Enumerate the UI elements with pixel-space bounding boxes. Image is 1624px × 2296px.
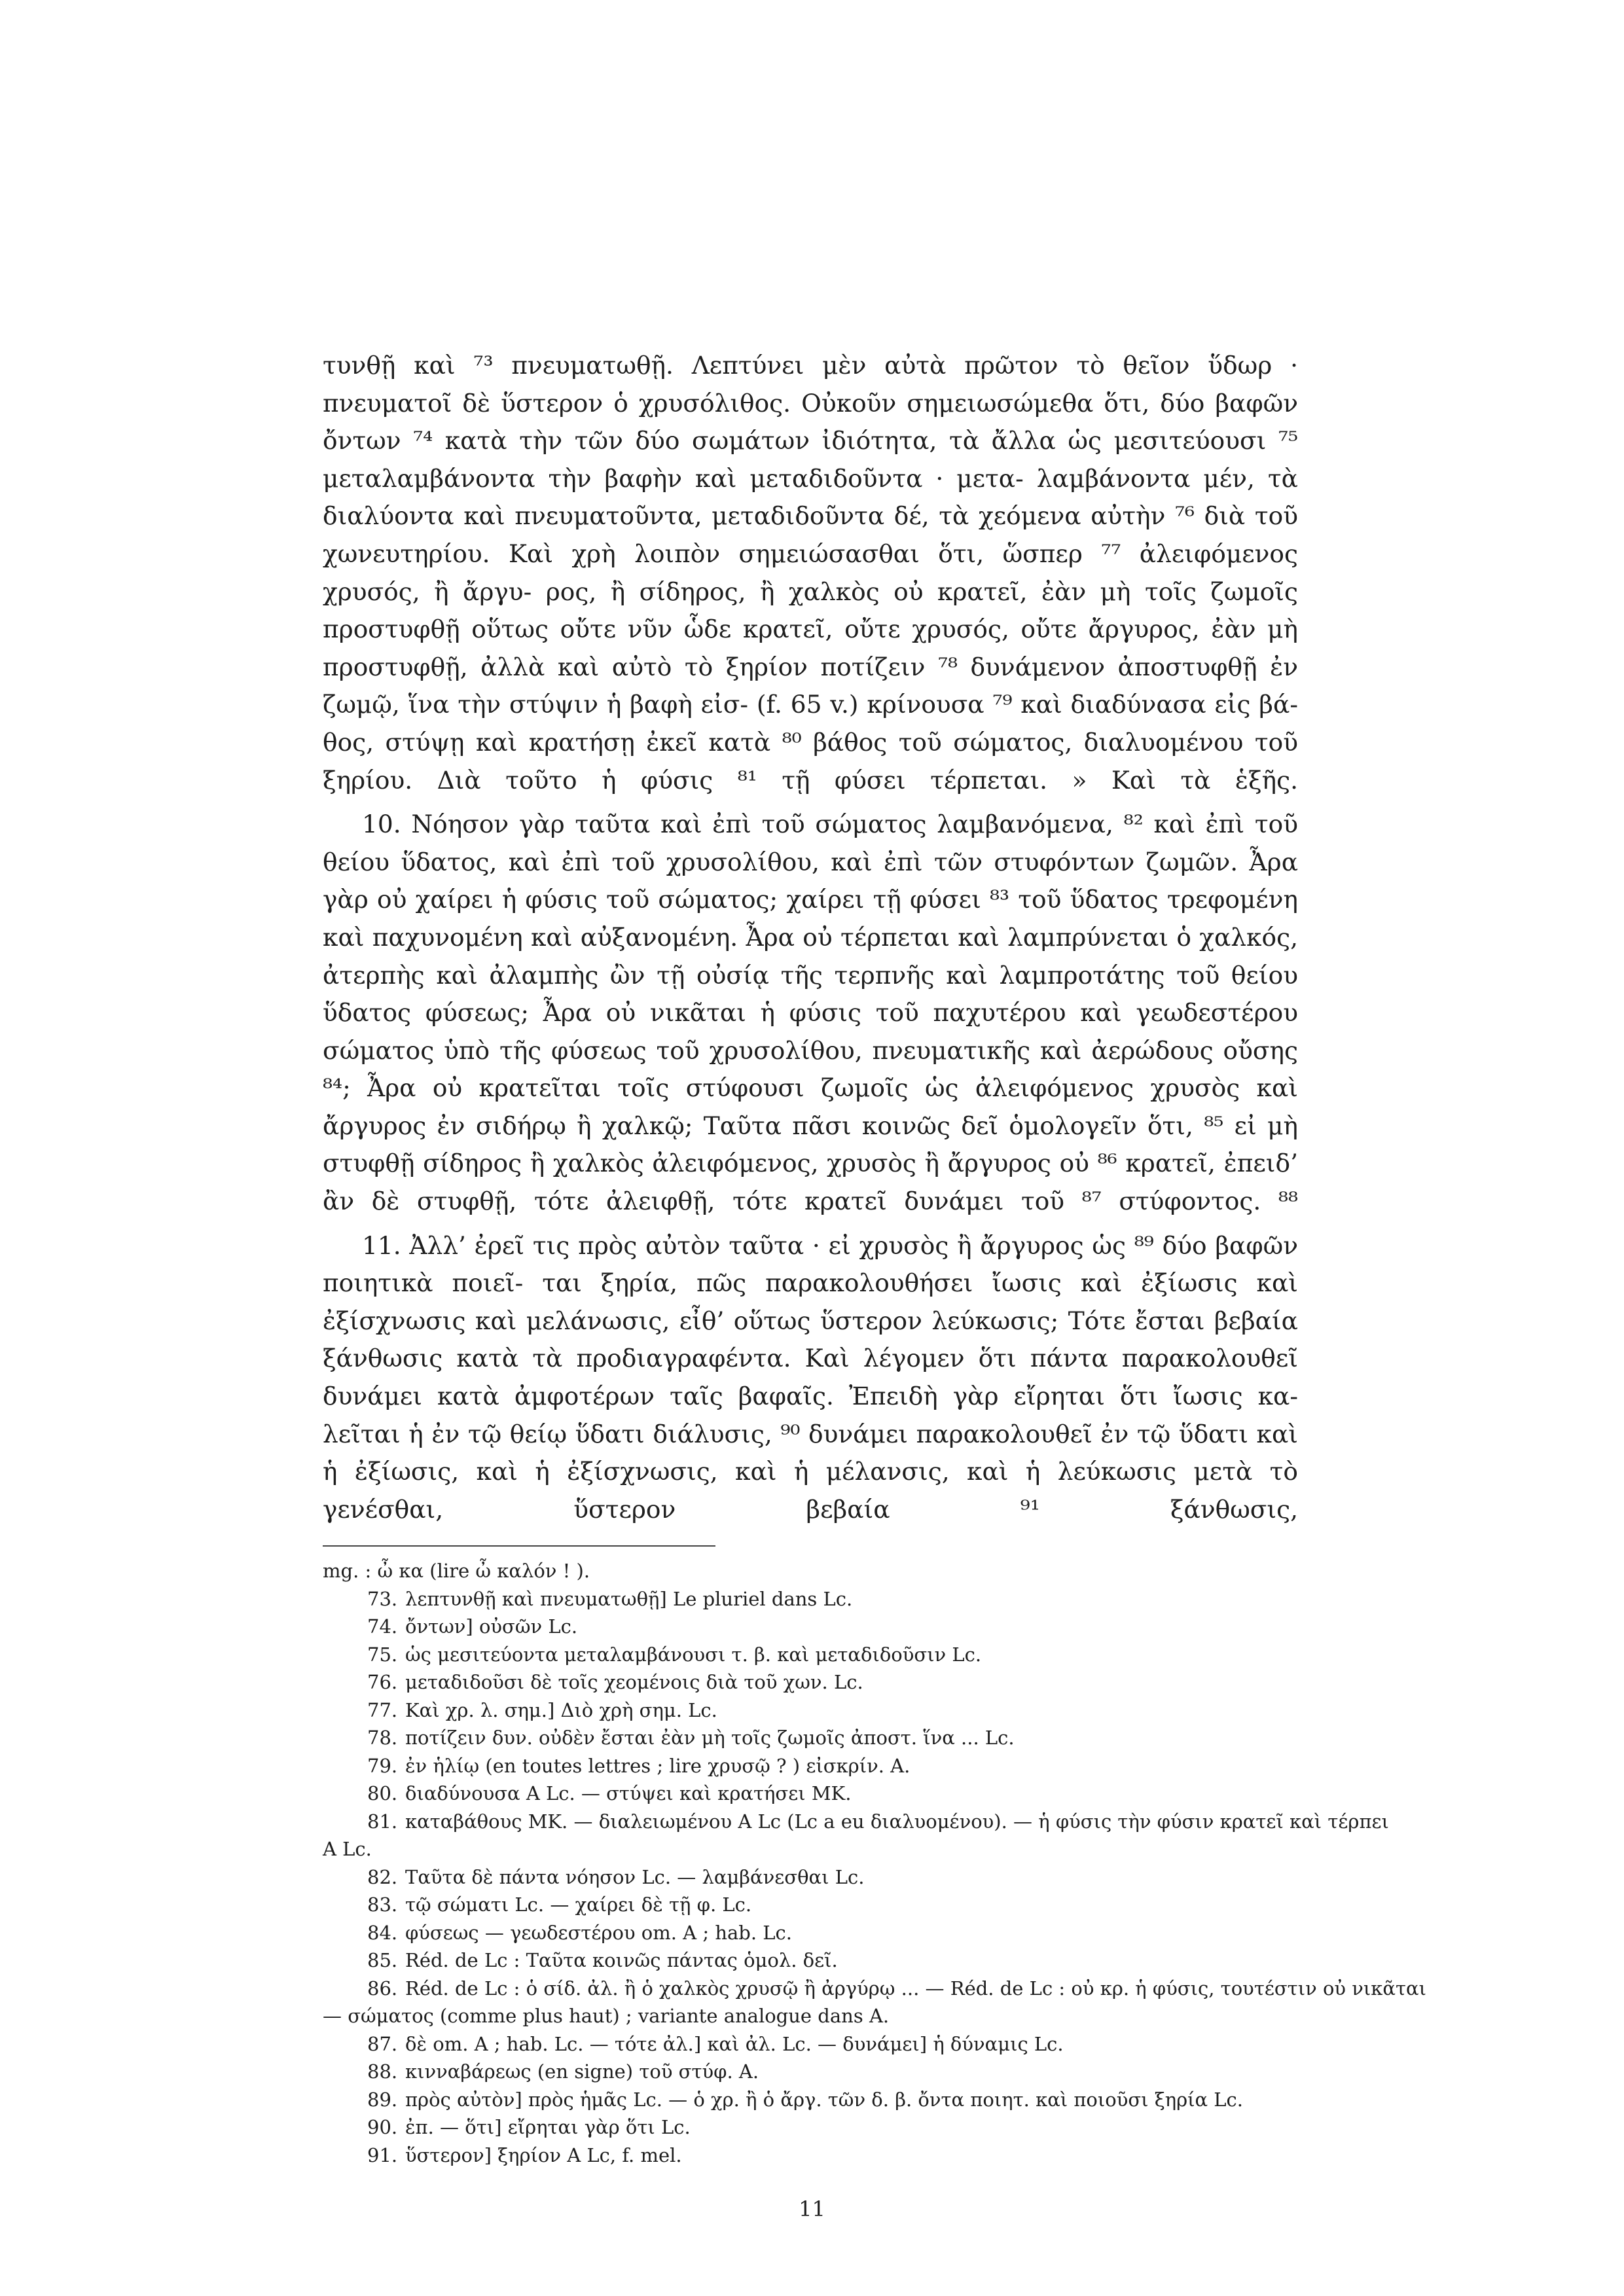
text-line: κρατεῖ, ἐπειδ’ ἂν δὲ στυφθῇ, τότε ἀλειφθῇ, τότε κρατεῖ δυνάμει τοῦ ⁸⁷ στύφοντος. ⁸⁸ — [323, 1149, 1299, 1216]
footnote-text: φύσεως — γεωδεστέρου om. A ; hab. Lc. — [405, 1921, 793, 1944]
footnote — [323, 1891, 1298, 1919]
footnotes — [323, 1557, 1426, 2169]
footnote-number: 79. — [367, 1754, 398, 1777]
footnote-number: 78. — [367, 1727, 398, 1749]
text-line: ἰδιότητα, τὰ ἄλλα ὡς μεσιτεύουσι ⁷⁵ μεταλαμβάνοντα τὴν βαφὴν καὶ μεταδιδοῦντα · μετα- — [323, 426, 1298, 493]
margin-note: mg. : ὦ κα (lire ὦ καλόν ! ). — [323, 1560, 590, 1583]
footnote — [323, 2142, 1298, 2170]
text-line: ὁ χρυσόλιθος. Οὐκοῦν σημειωσώμεθα ὅτι, δύο βαφῶν ὄντων ⁷⁴ κατὰ τὴν τῶν δύο σωμάτων — [323, 388, 1298, 456]
footnote-text: Réd. de Lc : ὁ σίδ. ἀλ. ἢ ὁ χαλκὸς χρυσῷ ἢ ἀργύρῳ ... — Réd. de Lc : οὐ κρ. ἡ φύσις, τουτέστιν οὐ νικᾶται — [405, 1977, 1426, 2000]
text-line: λαμβάνοντα μέν, τὰ διαλύοντα καὶ πνευματοῦντα, μεταδιδοῦντα δέ, τὰ χεόμενα αὐτὴν ⁷⁶ διὰ — [323, 463, 1298, 531]
footnote-text: ὡς μεσιτεύοντα μεταλαμβάνουσι τ. β. καὶ μεταδιδοῦσιν Lc. — [405, 1643, 982, 1666]
footnote-continuation: A Lc. — [323, 1838, 372, 1861]
page-content — [323, 347, 1426, 2169]
text-line: ἡ ἐξίσχνωσις, καὶ ἡ μέλανσις, καὶ ἡ λεύκωσις μετὰ τὸ γενέσθαι, ὕστερον βεβαία ⁹¹ ξάνθωσις, — [323, 1457, 1298, 1524]
paragraph — [323, 347, 1298, 799]
footnote-separator — [323, 1545, 715, 1547]
footnote-number: 82. — [367, 1865, 398, 1888]
footnote-number: 74. — [367, 1615, 398, 1638]
text-line: τυνθῇ καὶ ⁷³ πνευματωθῇ. Λεπτύνει μὲν αὐτὰ πρῶτον τὸ θεῖον ὕδωρ · πνευματοῖ δὲ ὕστερον — [323, 351, 1298, 418]
text-line: ρος, ἢ σίδηρος, ἢ χαλκὸς οὐ κρατεῖ, ἐὰν μὴ τοῖς ζωμοῖς προστυφθῇ οὕτως οὔτε νῦν ὧδε κρατεῖ, — [323, 577, 1298, 644]
footnote — [323, 1752, 1298, 1780]
footnote-number: 89. — [367, 2088, 398, 2111]
footnote — [323, 1668, 1298, 1696]
text-line: δεῖ ὁμολογεῖν ὅτι, ⁸⁵ εἰ μὴ στυφθῇ σίδηρος ἢ χαλκὸς ἀλειφόμενος, χρυσὸς ἢ ἄργυρος οὐ ⁸⁶ — [323, 1111, 1299, 1178]
footnote-text: δὲ om. A ; hab. Lc. — τότε ἀλ.] καὶ ἀλ. Lc. — δυνάμει] ἡ δύναμις Lc. — [405, 2032, 1064, 2055]
footnote — [323, 1724, 1298, 1752]
footnote-number: 73. — [367, 1587, 398, 1610]
footnote-number: 88. — [367, 2060, 398, 2083]
paragraph — [323, 1227, 1298, 1529]
footnote-number: 90. — [367, 2116, 398, 2139]
text-line: ται ξηρία, πῶς παρακολουθήσει ἴωσις καὶ ἐξίωσις καὶ ἐξίσχνωσις καὶ μελάνωσις, εἶθ’ οὕτως — [323, 1268, 1298, 1335]
text-line: τοῦ θείου ὕδατος φύσεως; Ἆρα οὐ νικᾶται ἡ φύσις τοῦ παχυτέρου καὶ γεωδεστέρου σώματος — [323, 960, 1299, 1065]
paragraph — [323, 806, 1298, 1221]
page-number: 11 — [799, 2197, 825, 2221]
text-line: ὕστερον λεύκωσις; Τότε ἔσται βεβαία ξάνθωσις κατὰ τὰ προδιαγραφέντα. Καὶ λέγομεν ὅτι — [323, 1306, 1298, 1373]
footnote — [323, 1946, 1298, 1975]
footnote-continuation: — σώματος (comme plus haut) ; variante analogue dans A. — [323, 2005, 890, 2028]
footnote — [323, 1780, 1298, 1808]
footnote-text: ὕστερον] ξηρίον A Lc, f. mel. — [405, 2144, 682, 2166]
footnote-number: 87. — [367, 2032, 398, 2055]
footnote — [323, 2086, 1298, 2114]
footnote-text: μεταδιδοῦσι δὲ τοῖς χεομένοις διὰ τοῦ χων. Lc. — [405, 1671, 863, 1694]
footnote-number: 80. — [367, 1782, 398, 1805]
footnote-number: 84. — [367, 1921, 398, 1944]
text-line: στύφουσι ζωμοῖς ὡς ἀλειφόμενος χρυσὸς καὶ ἄργυρος ἐν σιδήρῳ ἢ χαλκῷ; Ταῦτα πᾶσι κοινῶς — [323, 1073, 1298, 1140]
text-line: ἀποστυφθῇ ἐν ζωμῷ, ἵνα τὴν στύψιν ἡ βαφὴ εἰσ- (f. 65 v.) κρίνουσα ⁷⁹ καὶ διαδύνασα εἰς βά- — [323, 652, 1299, 719]
footnote — [323, 1585, 1298, 1613]
footnote — [323, 1696, 1298, 1725]
footnote-text: ἐπ. — ὅτι] εἴρηται γὰρ ὅτι Lc. — [405, 2116, 691, 2139]
footnote-text: διαδύνουσα A Lc. — στύψει καὶ κρατήσει MK. — [405, 1782, 852, 1805]
footnote-number: 77. — [367, 1698, 398, 1721]
footnote — [323, 1863, 1298, 1892]
footnote — [323, 1808, 1389, 1836]
footnote-text: πρὸς αὐτὸν] πρὸς ἡμᾶς Lc. — ὁ χρ. ἢ ὁ ἄργ. τῶν δ. β. ὄντα ποιητ. καὶ ποιοῦσι ξηρία Lc. — [405, 2088, 1244, 2111]
text-line: ἐπὶ τοῦ χρυσολίθου, καὶ ἐπὶ τῶν στυφόντων ζωμῶν. Ἆρα γὰρ οὐ χαίρει ἡ φύσις τοῦ σώματος; — [323, 847, 1299, 914]
footnote — [323, 1975, 1426, 2003]
footnote-text: τῷ σώματι Lc. — χαίρει δὲ τῇ φ. Lc. — [405, 1893, 752, 1916]
text-line: ὑπὸ τῆς φύσεως τοῦ χρυσολίθου, πνευματικῆς καὶ ἀερώδους οὔσης ⁸⁴; Ἆρα οὐ κρατεῖται τοῖς — [323, 1035, 1299, 1103]
footnote-number: 86. — [367, 1977, 398, 2000]
footnote-list — [323, 1585, 1426, 2170]
footnote-text: Καὶ χρ. λ. σημ.] Διὸ χρὴ σημ. Lc. — [405, 1698, 717, 1721]
footnote-number: 81. — [367, 1810, 398, 1833]
footnote-text: ὄντων] οὐσῶν Lc. — [405, 1615, 578, 1638]
footnote — [323, 1919, 1298, 1947]
main-text — [323, 347, 1298, 1528]
footnote-text: λεπτυνθῇ καὶ πνευματωθῇ] Le pluriel dans Lc. — [405, 1587, 853, 1610]
footnote-text: Réd. de Lc : Ταῦτα κοινῶς πάντας ὁμολ. δεῖ. — [405, 1949, 838, 1972]
footnote — [323, 2113, 1298, 2142]
text-line: τοῦ χωνευτηρίου. Καὶ χρὴ λοιπὸν σημειώσασθαι ὅτι, ὥσπερ ⁷⁷ ἀλειφόμενος χρυσός, ἢ ἄργυ- — [323, 501, 1299, 606]
text-line: χαίρει τῇ φύσει ⁸³ τοῦ ὕδατος τρεφομένη καὶ παχυνομένη καὶ αὐξανομένη. Ἆρα οὐ τέρπεται — [323, 885, 1298, 952]
footnote-number: 76. — [367, 1671, 398, 1694]
footnote-text: καταβάθους MK. — διαλειωμένου A Lc (Lc a eu διαλυομένου). — ἡ φύσις τὴν φύσιν κρατεῖ καὶ τέρπει — [405, 1810, 1389, 1833]
text-line: καὶ λαμπρύνεται ὁ χαλκός, ἀτερπὴς καὶ ἀλαμπὴς ὢν τῇ οὐσίᾳ τῆς τερπνῆς καὶ λαμπροτάτης — [323, 922, 1298, 990]
text-line: οὔτε χρυσός, οὔτε ἄργυρος, ἐὰν μὴ προστυφθῇ, ἀλλὰ καὶ αὐτὸ τὸ ξηρίον ποτίζειν ⁷⁸ δυνάμενον — [323, 615, 1298, 681]
footnote-number: 91. — [367, 2144, 398, 2166]
footnote-text: Ταῦτα δὲ πάντα νόησον Lc. — λαμβάνεσθαι Lc. — [405, 1865, 865, 1888]
footnote-number: 83. — [367, 1893, 398, 1916]
footnote-number: 85. — [367, 1949, 398, 1972]
text-line: 11. Ἀλλ’ ἐρεῖ τις πρὸς αὐτὸν ταῦτα · εἰ χρυσὸς ἢ ἄργυρος ὡς ⁸⁹ δύο βαφῶν ποιητικὰ ποιεῖ- — [323, 1230, 1298, 1298]
text-line: πάντα παρακολουθεῖ δυνάμει κατὰ ἀμφοτέρων ταῖς βαφαῖς. Ἐπειδὴ γὰρ εἴρηται ὅτι ἴωσις κα- — [323, 1344, 1298, 1411]
footnote — [323, 2030, 1298, 2058]
text-line: θος, στύψῃ καὶ κρατήσῃ ἐκεῖ κατὰ ⁸⁰ βάθος τοῦ σώματος, διαλυομένου τοῦ ξηρίου. Διὰ τοῦτο — [323, 727, 1298, 795]
text-line: ἡ φύσις ⁸¹ τῇ φύσει τέρπεται. » Καὶ τὰ ἑξῆς. — [602, 765, 1299, 795]
footnote-text: ἐν ἡλίῳ (en toutes lettres ; lire χρυσῷ ? ) εἰσκρίν. A. — [405, 1754, 911, 1777]
footnote — [323, 1641, 1298, 1669]
footnote-text: ποτίζειν δυν. οὐδὲν ἔσται ἐὰν μὴ τοῖς ζωμοῖς ἀποστ. ἵνα ... Lc. — [405, 1727, 1015, 1749]
footnote-text: κινναβάρεως (en signe) τοῦ στύφ. A. — [405, 2060, 759, 2083]
footnote — [323, 1613, 1298, 1641]
footnote-number: 75. — [367, 1643, 398, 1666]
text-line: λεῖται ἡ ἐν τῷ θείῳ ὕδατι διάλυσις, ⁹⁰ δυνάμει παρακολουθεῖ ἐν τῷ ὕδατι καὶ ἡ ἐξίωσις, καὶ — [323, 1419, 1298, 1486]
text-line: 10. Νόησον γὰρ ταῦτα καὶ ἐπὶ τοῦ σώματος λαμβανόμενα, ⁸² καὶ ἐπὶ τοῦ θείου ὕδατος, καὶ — [323, 810, 1298, 876]
footnote — [323, 2058, 1298, 2086]
